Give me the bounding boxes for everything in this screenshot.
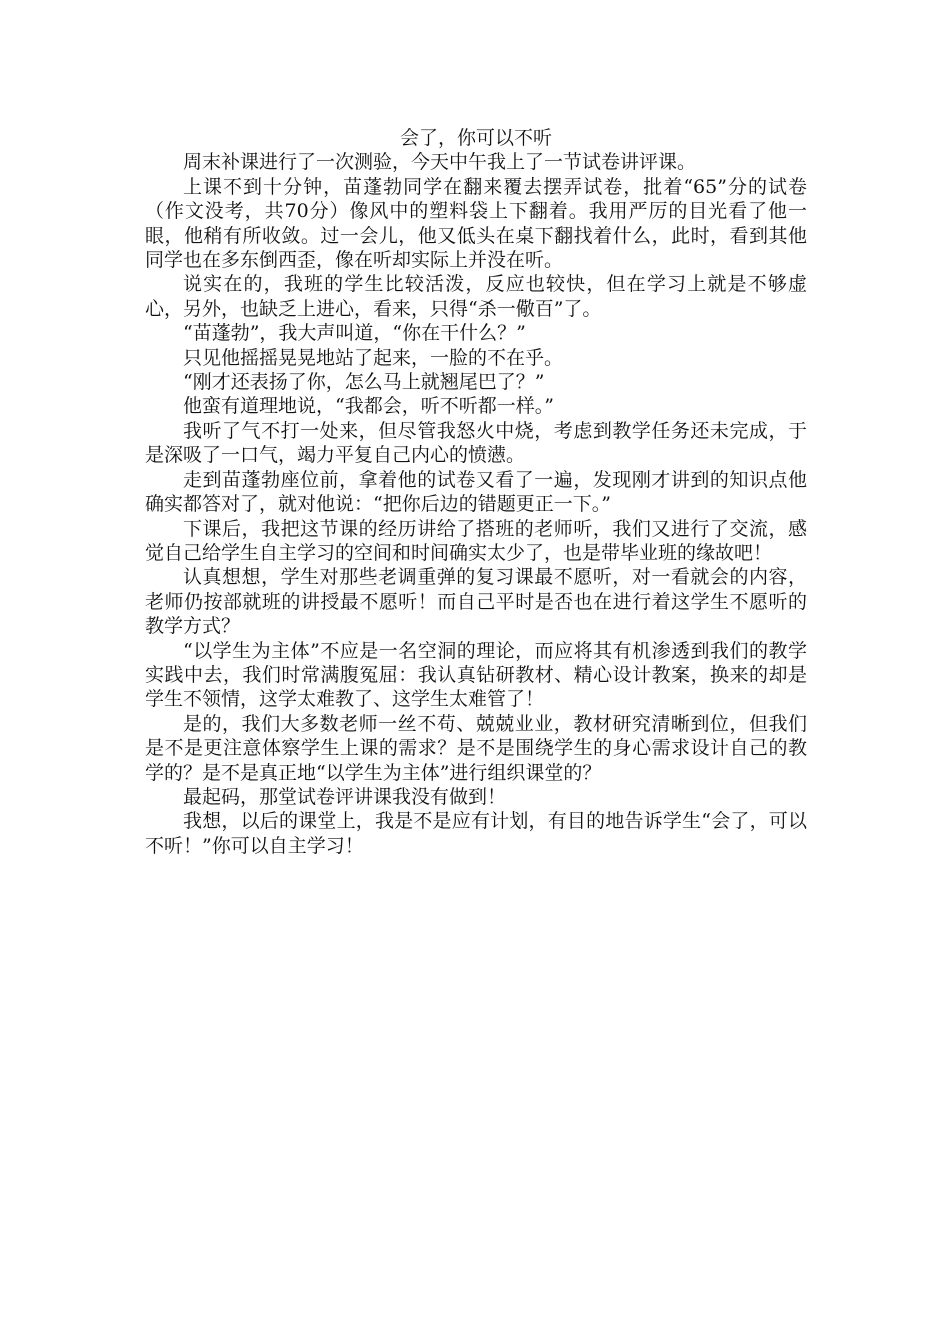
paragraph: 最起码，那堂试卷评讲课我没有做到！ <box>183 785 507 808</box>
paragraph: 我想，以后的课堂上，我是不是应有计划，有目的地告诉学生“会了，可以不听！”你可以自主学习！ <box>145 810 807 857</box>
paragraph: “苗蓬勃”，我大声叫道，“你在干什么？” <box>183 322 526 345</box>
paragraph: “刚才还表扬了你，怎么马上就翘尾巴了？” <box>183 371 545 394</box>
paragraph: 认真想想，学生对那些老调重弹的复习课最不愿听，对一看就会的内容，老师仍按部就班的讲授最不愿听！而自己平时是否也在进行着这学生不愿听的教学方式？ <box>145 566 807 638</box>
paragraph: 只见他摇摇晃晃地站了起来，一脸的不在乎。 <box>183 346 564 369</box>
paragraph: “以学生为主体”不应是一名空洞的理论，而应将其有机渗透到我们的教学实践中去，我们时常满腹冤屈：我认真钻研教材、精心设计教案，换来的却是学生不领情，这学太难教了、这学生太难管了！ <box>145 639 807 711</box>
paragraph: 说实在的，我班的学生比较活泼，反应也较快，但在学习上就是不够虚心，另外，也缺乏上进心，看来，只得“杀一儆百”了。 <box>145 273 807 320</box>
paragraph: 下课后，我把这节课的经历讲给了搭班的老师听，我们又进行了交流，感觉自己给学生自主学习的空间和时间确实太少了，也是带毕业班的缘故吧！ <box>145 517 807 564</box>
paragraph: 周末补课进行了一次测验，今天中午我上了一节试卷讲评课。 <box>183 151 697 174</box>
paragraph: 他蛮有道理地说，“我都会，听不听都一样。” <box>183 395 554 418</box>
paragraph: 我听了气不打一处来，但尽管我怒火中烧，考虑到教学任务还未完成，于是深吸了一口气，竭力平复自己内心的愤懑。 <box>145 419 807 467</box>
document-body <box>145 126 807 858</box>
document-title: 会了，你可以不听 <box>399 127 552 149</box>
paragraph: 走到苗蓬勃座位前，拿着他的试卷又看了一遍，发现刚才讲到的知识点他确实都答对了，就对他说：“把你后边的错题更正一下。” <box>145 468 807 516</box>
paragraph: 上课不到十分钟，苗蓬勃同学在翻来覆去摆弄试卷，批着“65”分的试卷（作文没考，共70分）像风中的塑料袋上下翻着。我用严厉的目光看了他一眼，他稍有所收敛。过一会儿，他又低头在桌下翻找着什么，此时，看到其他同学也在多东倒西歪，像在听却实际上并没在听。 <box>145 175 807 272</box>
paragraph: 是的，我们大多数老师一丝不苟、兢兢业业，教材研究清晰到位，但我们是不是更注意体察学生上课的需求？是不是围绕学生的身心需求设计自己的教学的？是不是真正地“以学生为主体”进行组织课堂的？ <box>145 712 807 784</box>
